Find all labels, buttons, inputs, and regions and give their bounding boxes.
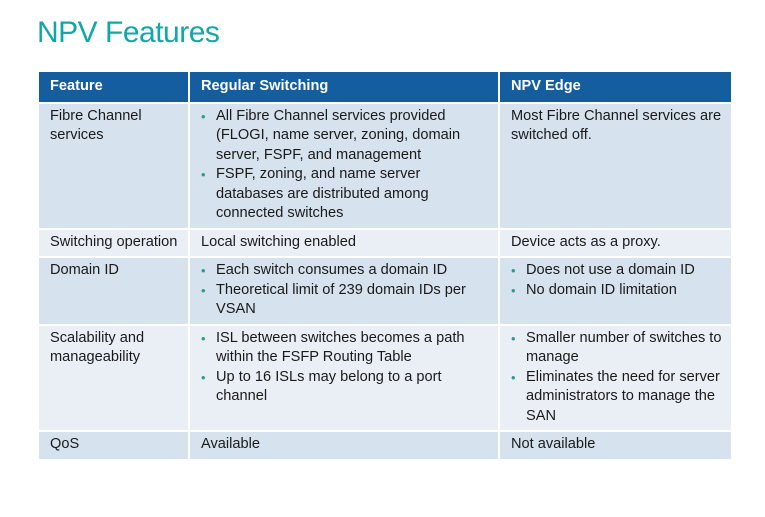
- table-row: [39, 431, 731, 460]
- regular-cell: [189, 257, 499, 325]
- list-item: • Does not use a domain ID: [511, 261, 722, 281]
- list-item: • No domain ID limitation: [511, 281, 722, 301]
- npv-cell: [499, 257, 731, 325]
- feature-cell: Domain ID: [39, 257, 189, 325]
- regular-cell: Local switching enabled: [189, 229, 499, 258]
- feature-cell: Fibre Channel services: [39, 103, 189, 229]
- npv-cell: Most Fibre Channel services are switched off.: [499, 103, 731, 229]
- header-regular-switching: Regular Switching: [189, 72, 499, 103]
- list-item: • Each switch consumes a domain ID: [201, 261, 489, 281]
- bullet-list: [511, 329, 722, 427]
- table-row: [39, 325, 731, 432]
- bullet-list: [511, 261, 722, 300]
- table-row: [39, 229, 731, 258]
- list-item: • Smaller number of switches to manage: [511, 329, 722, 368]
- list-item: • All Fibre Channel services provided (FLOGI, name server, zoning, domain server, FSPF, and management: [201, 107, 489, 166]
- list-item: • FSPF, zoning, and name server databases are distributed among connected switches: [201, 165, 489, 224]
- list-item: • ISL between switches becomes a path within the FSFP Routing Table: [201, 329, 489, 368]
- table-header-row: [39, 72, 731, 103]
- bullet-list: [201, 261, 489, 320]
- npv-features-table: [39, 72, 731, 461]
- npv-cell: Not available: [499, 431, 731, 460]
- header-feature: Feature: [39, 72, 189, 103]
- feature-cell: Scalability and manageability: [39, 325, 189, 432]
- npv-cell: [499, 325, 731, 432]
- table-row: [39, 103, 731, 229]
- list-item: • Eliminates the need for server administrators to manage the SAN: [511, 368, 722, 427]
- list-item: • Theoretical limit of 239 domain IDs per VSAN: [201, 281, 489, 320]
- header-npv-edge: NPV Edge: [499, 72, 731, 103]
- slide-title: NPV Features: [37, 16, 220, 49]
- table-row: [39, 257, 731, 325]
- npv-cell: Device acts as a proxy.: [499, 229, 731, 258]
- feature-cell: QoS: [39, 431, 189, 460]
- regular-cell: Available: [189, 431, 499, 460]
- feature-cell: Switching operation: [39, 229, 189, 258]
- list-item: • Up to 16 ISLs may belong to a port channel: [201, 368, 489, 407]
- bullet-list: [201, 329, 489, 407]
- regular-cell: [189, 103, 499, 229]
- regular-cell: [189, 325, 499, 432]
- bullet-list: [201, 107, 489, 224]
